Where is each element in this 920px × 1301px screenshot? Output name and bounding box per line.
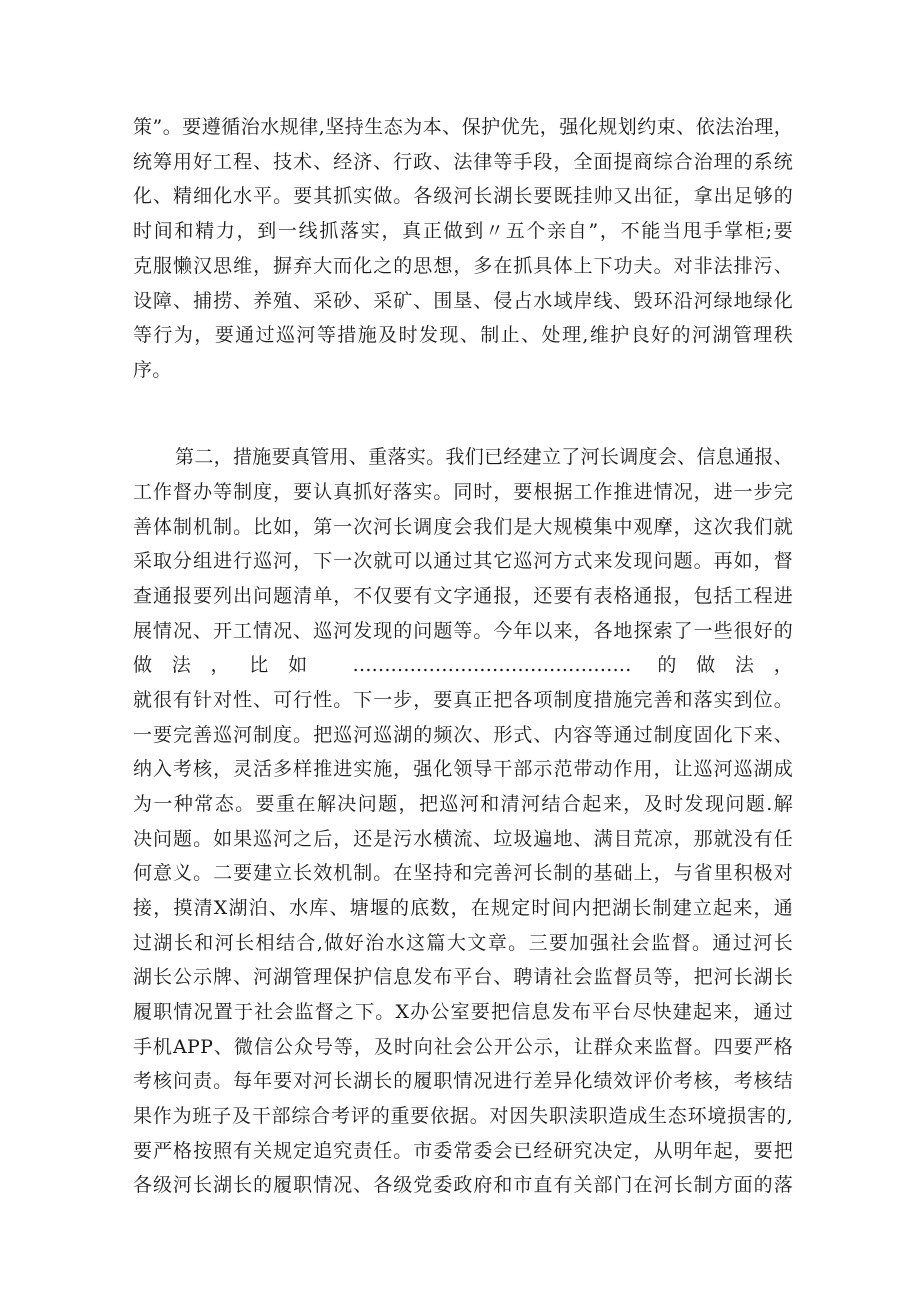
text-line: 序。 bbox=[133, 359, 172, 381]
text-line: 要严格按照有关规定追究责任。市委常委会已经研究决定，从明年起，要把 bbox=[133, 1140, 793, 1162]
text-line: 工作督办等制度，要认真抓好落实。同时，要根据工作推进情况，进一步完 bbox=[133, 481, 793, 503]
text-line: 时间和精力，到一线抓落实，真正做到〃五个亲自”，不能当甩手掌柜;要 bbox=[133, 220, 793, 242]
text-line: 采取分组进行巡河，下一次就可以通过其它巡河方式来发现问题。再如，督 bbox=[133, 550, 793, 572]
text-line: 手机APP、微信公众号等，及时向社会公开公示，让群众来监督。四要严格 bbox=[133, 1036, 793, 1058]
text-line: 纳入考核，灵活多样推进实施，强化领导干部示范带动作用，让巡河巡湖成 bbox=[133, 758, 793, 780]
text-line: 各级河长湖长的履职情况、各级党委政府和市直有关部门在河长制方面的落 bbox=[133, 1174, 793, 1196]
text-line: 统筹用好工程、技术、经济、行政、法律等手段，全面提商综合治理的系统 bbox=[133, 151, 793, 173]
text-line: 考核问责。每年要对河长湖长的履职情况进行差异化绩效评价考核，考核结 bbox=[133, 1070, 793, 1092]
text-line: 查通报要列出问题清单，不仅要有文字通报，还要有表格通报，包括工程进 bbox=[133, 585, 793, 607]
text-line: 克服懒汉思维，摒弃大而化之的思想，多在抓具体上下功夫。对非法排污、 bbox=[133, 255, 793, 277]
text-line: 接，摸清X湖泊、水库、塘堰的底数，在规定时间内把湖长制建立起来，通 bbox=[133, 897, 793, 919]
text-line: 第二，措施要真管用、重落实。我们已经建立了河长调度会、信息通报、 bbox=[175, 446, 793, 468]
text-line: 履职情况置于社会监督之下。X办公室要把信息发布平台尽快建起来，通过 bbox=[133, 1001, 793, 1023]
text-line: 展情况、开工情况、巡河发现的问题等。今年以来，各地探索了一些很好的 bbox=[133, 620, 793, 642]
text-line: 果作为班子及干部综合考评的重要依据。对因失职渎职造成生态环境损害的, bbox=[133, 1105, 793, 1127]
text-line: 决问题。如果巡河之后，还是污水横流、垃圾遍地、满目荒凉，那就没有任 bbox=[133, 828, 793, 850]
text-line: 就很有针对性、可行性。下一步，要真正把各项制度措施完善和落实到位。 bbox=[133, 689, 793, 711]
text-line: 化、精细化水平。要其抓实做。各级河长湖长要既挂帅又出征，拿出足够的 bbox=[133, 185, 793, 207]
text-line: 何意义。二要建立长效机制。在坚持和完善河长制的基础上，与省里积极对 bbox=[133, 862, 793, 884]
text-line: 为一种常态。要重在解决问题，把巡河和清河结合起来，及时发现问题.解 bbox=[133, 793, 793, 815]
text-line: 一要完善巡河制度。把巡河巡湖的频次、形式、内容等通过制度固化下来、 bbox=[133, 724, 793, 746]
text-line: 设障、捕捞、养殖、采砂、采矿、围垦、侵占水域岸线、毁环沿河绿地绿化 bbox=[133, 290, 793, 312]
text-line: 湖长公示牌、河湖管理保护信息发布平台、聘请社会监督员等，把河长湖长 bbox=[133, 966, 793, 988]
text-line: 策”。要遵循治水规律,坚持生态为本、保护优先，强化规划约束、依法治理， bbox=[133, 116, 793, 138]
text-line: 做法，比如 ............................................ 的做法， bbox=[133, 654, 793, 676]
text-line: 善体制机制。比如，第一次河长调度会我们是大规模集中观摩，这次我们就 bbox=[133, 516, 793, 538]
text-line: 等行为，要通过巡河等措施及时发现、制止、处理,维护良好的河湖管理秩 bbox=[133, 324, 793, 346]
text-line: 过湖长和河长相结合,做好治水这篇大文章。三要加强社会监督。通过河长 bbox=[133, 932, 793, 954]
